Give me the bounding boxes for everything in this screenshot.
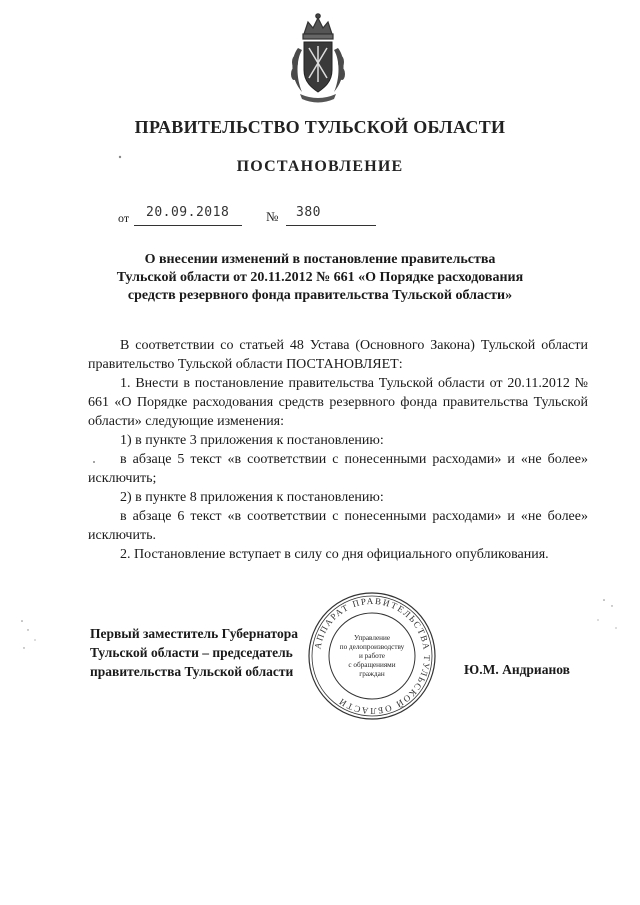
number-value: 380 (296, 205, 321, 220)
signatory-title (90, 624, 330, 681)
date-prefix: от (118, 211, 130, 225)
body-paragraph: 2) в пункте 8 приложения к постановлению: (120, 490, 384, 505)
body-paragraph: 1) в пункте 3 приложения к постановлению: (120, 433, 384, 448)
stamp-center-line: граждан (359, 670, 385, 678)
subject-line: Тульской области от 20.11.2012 № 661 «О Порядке расходования (116, 270, 524, 285)
body-paragraph: В соответствии со статьей 48 Устава (Основного Закона) Тульской области правительство Тульской области ПОСТАНОВЛЯЕТ: (88, 338, 588, 372)
body-paragraph: 2. Постановление вступает в силу со дня официального опубликования. (120, 547, 549, 562)
document-body (88, 336, 588, 564)
official-stamp (306, 590, 438, 722)
number-underline (286, 225, 376, 226)
organization-title: ПРАВИТЕЛЬСТВО ТУЛЬСКОЙ ОБЛАСТИ (134, 117, 506, 137)
date-value: 20.09.2018 (146, 205, 230, 220)
document-type-heading: ПОСТАНОВЛЕНИЕ (236, 158, 404, 175)
number-prefix: № (266, 209, 279, 224)
stamp-ring-text: АППАРАТ ПРАВИТЕЛЬСТВА ТУЛЬСКОЙ ОБЛАСТИ (312, 595, 433, 717)
body-paragraph: в абзаце 5 текст «в соответствии с понесенными расходами» и «не более» исключить; (88, 452, 588, 486)
stamp-center-line: по делопроизводству (339, 643, 405, 651)
signatory-title-line: правительства Тульской области (90, 664, 294, 679)
date-underline (134, 225, 242, 226)
subject-line: О внесении изменений в постановление правительства (144, 252, 496, 267)
coat-of-arms-icon (284, 12, 352, 104)
document-subject (60, 251, 580, 305)
stamp-center-line: с обращениями (348, 661, 396, 669)
signatory-title-line: Тульской области – председатель (90, 645, 293, 660)
stamp-center-line: и работе (359, 652, 385, 660)
subject-line: средств резервного фонда правительства Тульской области» (127, 288, 513, 303)
body-paragraph: 1. Внести в постановление правительства Тульской области от 20.11.2012 № 661 «О Порядке расходования средств резервного фонда правительства Тульской области» следующие изменения: (88, 376, 588, 429)
stamp-center-line: Управление (353, 634, 391, 642)
body-paragraph: в абзаце 6 текст «в соответствии с понесенными расходами» и «не более» исключить. (88, 509, 588, 543)
signatory-name: Ю.М. Андрианов (464, 662, 570, 677)
dateline (118, 205, 418, 227)
signatory-title-line: Первый заместитель Губернатора (90, 626, 298, 641)
